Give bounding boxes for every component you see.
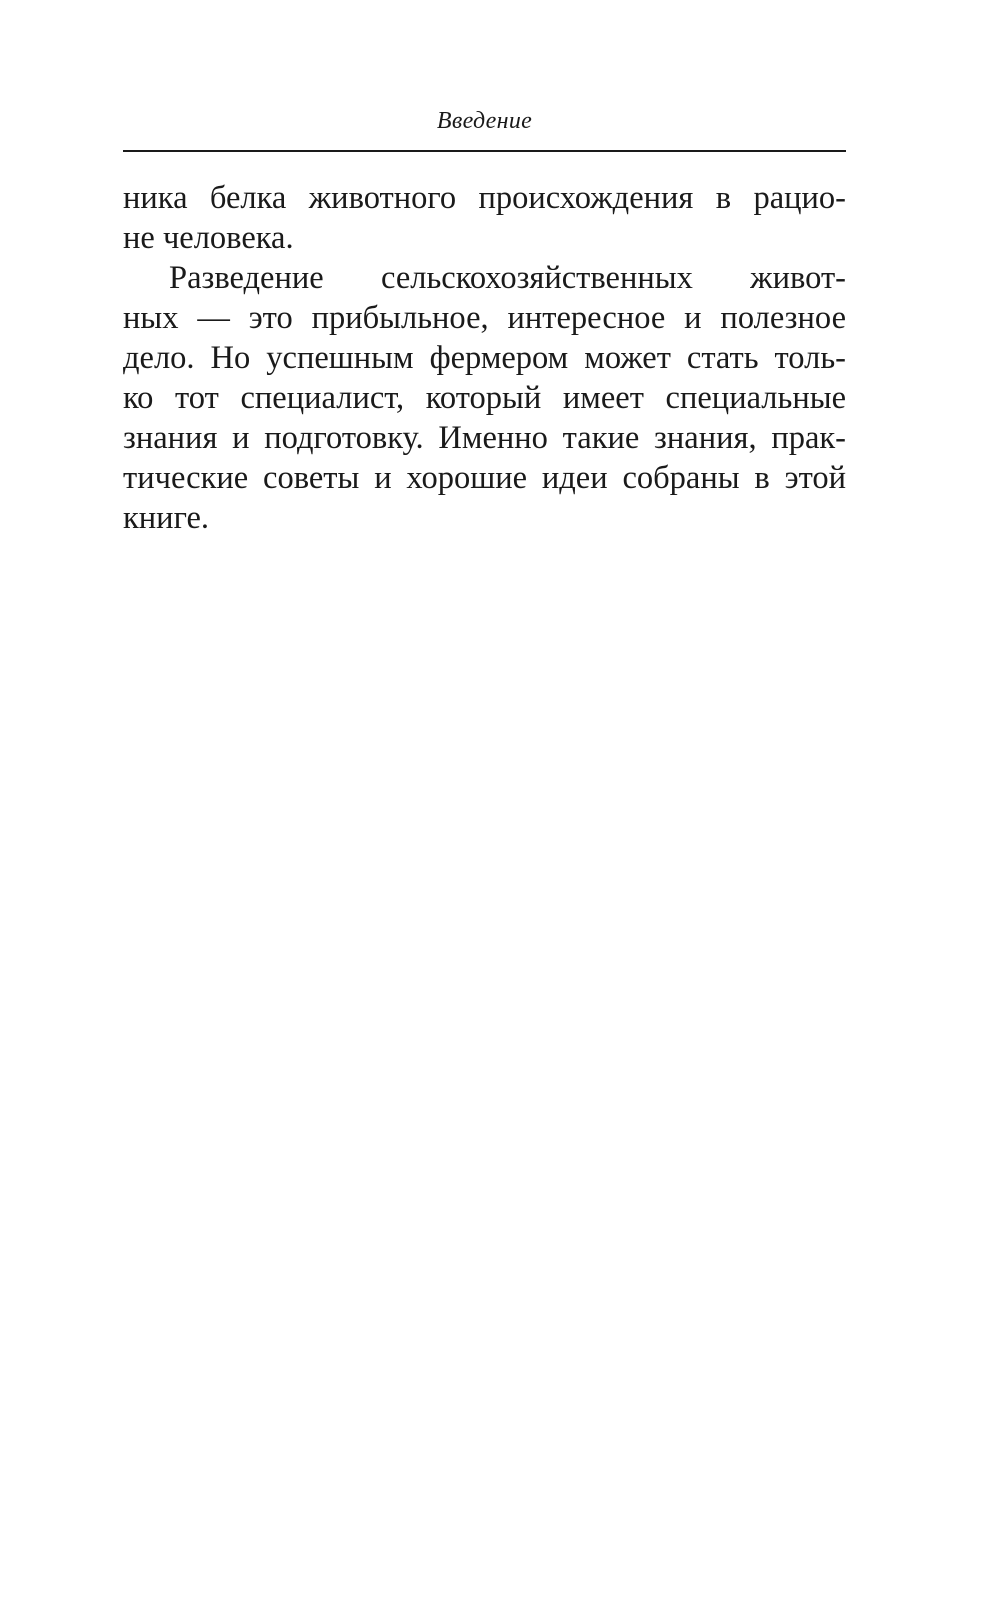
- text-line: не человека.: [123, 220, 294, 256]
- text-line: ко тот специалист, который имеет специальные: [123, 380, 846, 416]
- text-line: ных — это прибыльное, интересное и полезное: [123, 300, 846, 336]
- body-text: [123, 178, 846, 538]
- text-line: ника белка животного происхождения в рацио-: [123, 180, 846, 216]
- running-header-title: Введение: [436, 108, 533, 134]
- text-line: дело. Но успешным фермером может стать толь-: [123, 340, 846, 376]
- paragraph-1: [123, 178, 846, 258]
- book-page: [123, 104, 846, 538]
- paragraph-2: [123, 258, 846, 538]
- header-rule: [123, 150, 846, 152]
- text-line: знания и подготовку. Именно такие знания, прак-: [123, 420, 846, 456]
- text-line: Разведение сельскохозяйственных живот-: [169, 260, 846, 296]
- text-line: книге.: [123, 500, 210, 536]
- text-line: тические советы и хорошие идеи собраны в этой: [123, 460, 846, 496]
